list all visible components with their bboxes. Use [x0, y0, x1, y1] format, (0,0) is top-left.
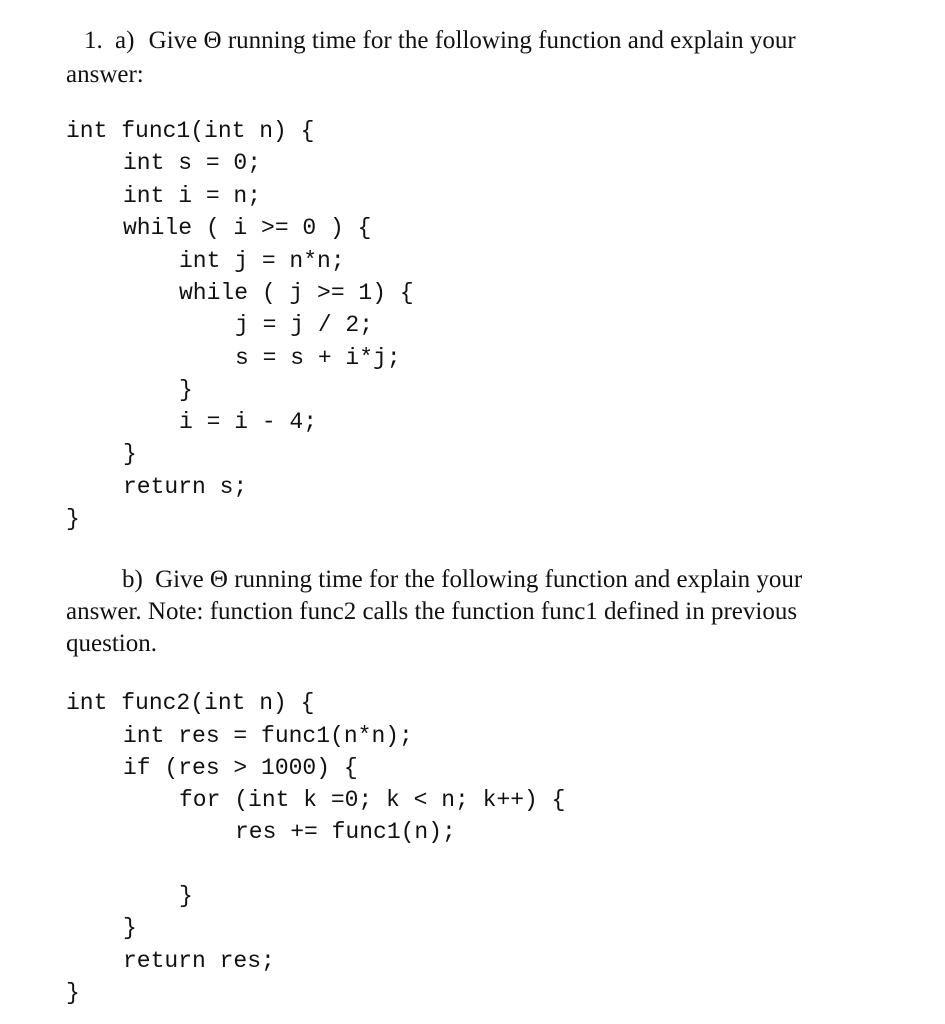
question-a-prompt-text: Give Θ running time for the following function and explain your: [148, 27, 796, 54]
question-b-prompt-line-3: question.: [66, 630, 157, 657]
question-a-label: a): [115, 27, 135, 54]
code-line: }: [123, 915, 137, 941]
code-line: }: [179, 883, 193, 909]
question-b-prompt-line-2: answer. Note: function func2 calls the function func1 defined in previous: [66, 598, 798, 625]
code-line: int i = n;: [123, 183, 262, 209]
question-b-label: b): [122, 566, 143, 593]
question-b-prompt-text: Give Θ running time for the following function and explain your: [155, 566, 803, 593]
code-line: }: [66, 980, 80, 1006]
code-line: }: [66, 506, 80, 532]
question-a-prompt-line-2: answer:: [66, 61, 144, 88]
code-line: if (res > 1000) {: [123, 755, 358, 781]
code-line: while ( i >= 0 ) {: [123, 215, 372, 241]
code-line: for (int k =0; k < n; k++) {: [179, 787, 566, 813]
code-line: j = j / 2;: [235, 312, 374, 338]
code-line: s = s + i*j;: [235, 345, 401, 371]
code-line: int res = func1(n*n);: [123, 723, 413, 749]
code-line: while ( j >= 1) {: [179, 280, 414, 306]
code-line: }: [123, 441, 137, 467]
code-line: int func1(int n) {: [66, 118, 315, 144]
code-line: return res;: [123, 948, 275, 974]
code-line: }: [179, 377, 193, 403]
code-line: res += func1(n);: [235, 819, 456, 845]
code-line: int s = 0;: [123, 150, 262, 176]
code-line: int func2(int n) {: [66, 690, 315, 716]
question-a-prompt-line-1: [84, 28, 796, 53]
code-line: int j = n*n;: [179, 248, 345, 274]
question-number: 1.: [84, 27, 103, 54]
question-b-prompt-line-1: [122, 567, 802, 592]
code-line: return s;: [123, 474, 248, 500]
code-line: i = i - 4;: [179, 409, 318, 435]
